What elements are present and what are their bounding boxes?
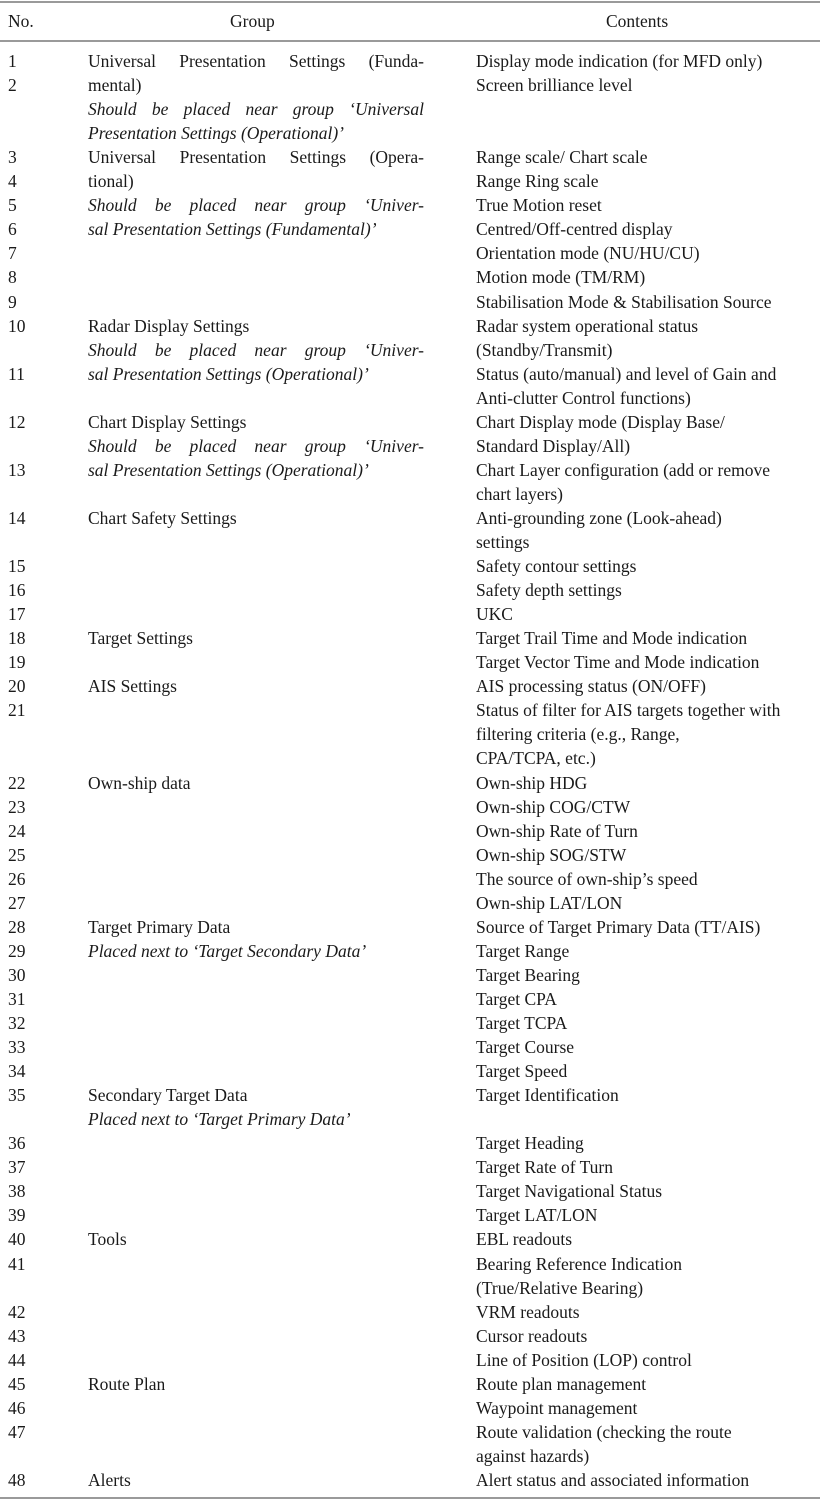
row-number: 12 — [8, 411, 26, 432]
row-contents: chart layers) — [476, 483, 563, 504]
row-number: 41 — [8, 1253, 26, 1274]
row-number: 18 — [8, 628, 26, 649]
row-number: 34 — [8, 1061, 26, 1082]
row-number: 23 — [8, 796, 26, 817]
row-number: 15 — [8, 556, 26, 577]
row-number: 22 — [8, 772, 26, 793]
row-contents: against hazards) — [476, 1445, 590, 1466]
row-contents: Standard Display/All) — [476, 435, 631, 456]
row-contents: Target Bearing — [476, 964, 580, 985]
row-group: Target Settings — [88, 628, 193, 649]
row-number: 31 — [8, 988, 26, 1009]
row-group — [88, 1420, 424, 1444]
row-contents: Target Trail Time and Mode indication — [476, 628, 748, 649]
row-group — [88, 1324, 424, 1348]
row-contents: Target Rate of Turn — [476, 1157, 613, 1178]
row-contents: Target Vector Time and Mode indication — [476, 652, 760, 673]
row-contents: Own-ship Rate of Turn — [476, 820, 638, 841]
row-number: 33 — [8, 1037, 26, 1058]
row-number: 32 — [8, 1013, 26, 1033]
row-number: 39 — [8, 1205, 26, 1226]
row-contents: Line of Position (LOP) control — [476, 1349, 692, 1370]
row-number: 10 — [8, 315, 26, 336]
row-group: Tools — [88, 1229, 127, 1250]
row-group: Should be placed near group ‘Univer- — [88, 339, 424, 360]
row-group — [88, 554, 424, 578]
row-contents: EBL readouts — [476, 1229, 573, 1250]
row-group — [88, 1011, 424, 1035]
row-contents: Safety contour settings — [476, 556, 637, 577]
row-group — [88, 1131, 424, 1155]
row-contents: UKC — [476, 604, 513, 625]
row-contents: Status (auto/manual) and level of Gain and — [476, 363, 777, 384]
row-group: Should be placed near group ‘Universal — [88, 99, 424, 120]
row-group — [88, 1252, 424, 1276]
row-group — [88, 1348, 424, 1372]
row-contents: Target Course — [476, 1037, 575, 1058]
row-group — [88, 241, 424, 265]
row-group: Should be placed near group ‘Univer- — [88, 195, 424, 216]
row-group: Chart Safety Settings — [88, 507, 237, 528]
row-group — [88, 963, 424, 987]
row-group — [88, 819, 424, 843]
row-number: 25 — [8, 844, 26, 865]
row-number: 42 — [8, 1301, 26, 1322]
row-contents: Radar system operational status — [476, 315, 699, 336]
row-number: 7 — [8, 243, 17, 264]
row-contents: VRM readouts — [476, 1301, 580, 1322]
row-group — [88, 867, 424, 891]
row-group: AIS Settings — [88, 676, 177, 697]
bottom-rule — [0, 1497, 820, 1499]
row-number: 19 — [8, 652, 26, 673]
row-number: 11 — [8, 363, 25, 384]
row-group — [88, 1155, 424, 1179]
row-contents: CPA/TCPA, etc.) — [476, 748, 596, 769]
row-contents: Target Navigational Status — [476, 1181, 663, 1202]
row-contents: (Standby/Transmit) — [476, 339, 613, 360]
row-group — [88, 1444, 424, 1468]
row-group: Radar Display Settings — [88, 315, 250, 336]
header-rule — [0, 40, 820, 42]
row-contents: Motion mode (TM/RM) — [476, 267, 646, 288]
row-number: 48 — [8, 1469, 26, 1490]
row-number: 14 — [8, 507, 26, 528]
row-group — [88, 265, 424, 289]
row-contents: Target LAT/LON — [476, 1205, 598, 1226]
row-number: 46 — [8, 1397, 26, 1418]
row-group: mental) — [88, 75, 142, 96]
row-group — [88, 987, 424, 1011]
row-number: 1 — [8, 51, 17, 71]
row-number: 36 — [8, 1133, 26, 1154]
row-group — [88, 1035, 424, 1059]
row-contents: Anti-clutter Control functions) — [476, 387, 691, 408]
row-group — [88, 578, 424, 602]
row-group — [88, 891, 424, 915]
row-contents: Own-ship HDG — [476, 772, 588, 793]
row-group — [88, 795, 424, 819]
row-number: 40 — [8, 1229, 26, 1250]
row-group: Target Primary Data — [88, 916, 231, 937]
row-contents: Target CPA — [476, 988, 557, 1009]
row-contents: AIS processing status (ON/OFF) — [476, 676, 706, 697]
header-group: Group — [230, 11, 275, 31]
row-number: 4 — [8, 171, 17, 192]
row-contents: Target Range — [476, 940, 570, 961]
row-contents: Target Heading — [476, 1133, 584, 1154]
row-number: 47 — [8, 1421, 26, 1442]
row-group — [88, 602, 424, 626]
row-group: Should be placed near group ‘Univer- — [88, 435, 424, 456]
row-group: Route Plan — [88, 1373, 166, 1394]
row-group — [88, 482, 424, 506]
row-group — [88, 530, 424, 554]
row-contents: Target Identification — [476, 1085, 619, 1106]
row-group: Secondary Target Data — [88, 1085, 248, 1106]
row-number: 13 — [8, 459, 26, 480]
row-contents: Route plan management — [476, 1373, 647, 1394]
row-group — [88, 386, 424, 410]
row-number: 27 — [8, 892, 26, 913]
row-contents: The source of own-ship’s speed — [476, 868, 698, 889]
row-contents: Bearing Reference Indication — [476, 1253, 683, 1274]
row-group — [88, 746, 424, 770]
row-number: 17 — [8, 604, 26, 625]
header-contents: Contents — [606, 11, 669, 31]
row-contents: Screen brilliance level — [476, 75, 633, 96]
row-contents: Waypoint management — [476, 1397, 638, 1418]
row-group: sal Presentation Settings (Operational)’ — [88, 363, 369, 384]
row-group — [88, 698, 424, 722]
row-number: 5 — [8, 195, 17, 216]
row-contents: Display mode indication (for MFD only) — [476, 51, 763, 71]
row-contents: True Motion reset — [476, 195, 602, 216]
row-contents: Own-ship LAT/LON — [476, 892, 623, 913]
top-rule — [0, 1, 820, 3]
row-number: 3 — [8, 147, 17, 168]
row-number: 6 — [8, 219, 17, 240]
row-group: sal Presentation Settings (Operational)’ — [88, 459, 369, 480]
row-contents: Stabilisation Mode & Stabilisation Source — [476, 291, 772, 312]
row-group — [88, 1203, 424, 1227]
header-no: No. — [8, 11, 34, 31]
row-number: 9 — [8, 291, 17, 312]
row-contents: Range scale/ Chart scale — [476, 147, 648, 168]
row-group: Placed next to ‘Target Primary Data’ — [88, 1109, 351, 1130]
row-group — [88, 1059, 424, 1083]
row-contents: settings — [476, 532, 530, 552]
row-contents: Route validation (checking the route — [476, 1421, 732, 1442]
row-group — [88, 650, 424, 674]
row-group: tional) — [88, 171, 134, 192]
row-contents: Safety depth settings — [476, 580, 622, 601]
row-group — [88, 722, 424, 746]
row-contents: filtering criteria (e.g., Range, — [476, 724, 680, 745]
row-contents: Target Speed — [476, 1061, 568, 1082]
row-number: 20 — [8, 676, 26, 697]
row-contents: Anti-grounding zone (Look-ahead) — [476, 507, 722, 528]
row-number: 29 — [8, 940, 26, 961]
row-contents: Chart Layer configuration (add or remove — [476, 459, 770, 480]
row-contents: Status of filter for AIS targets together with — [476, 700, 781, 721]
row-contents: (True/Relative Bearing) — [476, 1277, 644, 1298]
row-number: 43 — [8, 1325, 26, 1346]
row-number: 44 — [8, 1349, 26, 1370]
row-number: 30 — [8, 964, 26, 985]
row-group: Chart Display Settings — [88, 411, 247, 432]
row-group: Alerts — [88, 1469, 131, 1490]
row-group: sal Presentation Settings (Fundamental)’ — [88, 219, 377, 240]
row-contents: Cursor readouts — [476, 1325, 588, 1346]
row-number: 16 — [8, 580, 26, 601]
row-number: 21 — [8, 700, 26, 721]
row-contents: Chart Display mode (Display Base/ — [476, 411, 725, 432]
row-group — [88, 1300, 424, 1324]
row-number: 37 — [8, 1157, 26, 1178]
row-contents: Own-ship SOG/STW — [476, 844, 627, 865]
row-number: 8 — [8, 267, 17, 288]
row-group — [88, 1276, 424, 1300]
row-group — [88, 290, 424, 314]
row-group: Universal Presentation Settings (Funda- — [88, 51, 424, 71]
row-group: Own-ship data — [88, 772, 191, 793]
row-contents: Target TCPA — [476, 1013, 568, 1033]
row-group: Universal Presentation Settings (Opera- — [88, 147, 424, 168]
row-number: 28 — [8, 916, 26, 937]
row-number: 2 — [8, 75, 17, 96]
row-group: Presentation Settings (Operational)’ — [88, 123, 344, 144]
row-contents: Source of Target Primary Data (TT/AIS) — [476, 916, 761, 937]
row-number: 26 — [8, 868, 26, 889]
row-group — [88, 1179, 424, 1203]
row-number: 24 — [8, 820, 26, 841]
row-number: 35 — [8, 1085, 26, 1106]
row-number: 38 — [8, 1181, 26, 1202]
row-group — [88, 843, 424, 867]
row-group — [88, 1396, 424, 1420]
row-number: 45 — [8, 1373, 26, 1394]
row-contents: Range Ring scale — [476, 171, 599, 192]
row-contents: Alert status and associated information — [476, 1469, 750, 1490]
row-contents: Centred/Off-centred display — [476, 219, 673, 240]
row-group: Placed next to ‘Target Secondary Data’ — [88, 940, 367, 961]
row-contents: Own-ship COG/CTW — [476, 796, 631, 817]
row-contents: Orientation mode (NU/HU/CU) — [476, 243, 700, 264]
